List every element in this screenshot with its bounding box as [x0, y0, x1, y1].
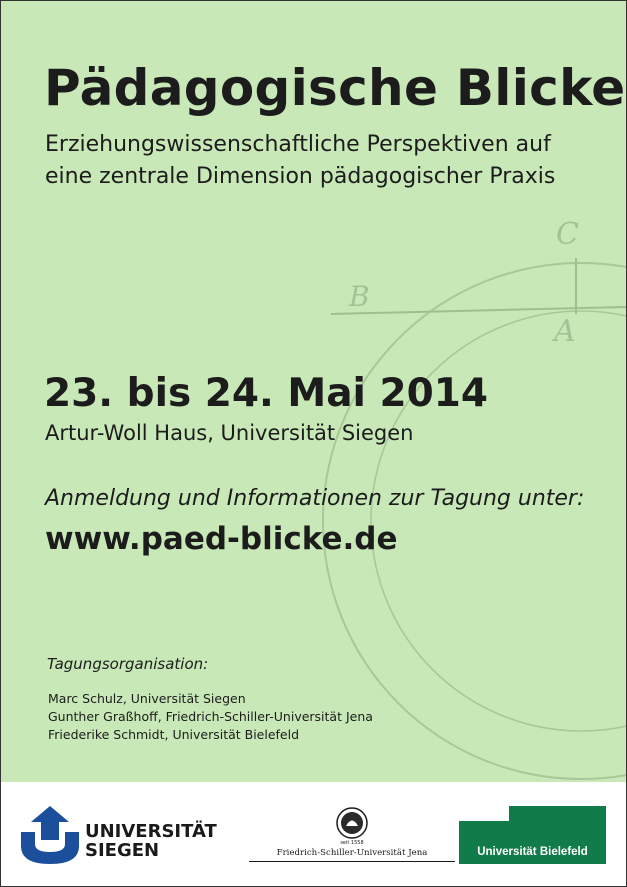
bielefeld-notch: [459, 806, 509, 821]
organisation-heading: Tagungsorganisation:: [47, 655, 209, 673]
event-dates: 23. bis 24. Mai 2014: [44, 371, 489, 416]
event-url[interactable]: www.paed-blicke.de: [45, 521, 398, 557]
label-a: A: [554, 314, 576, 349]
bielefeld-logo: [459, 806, 606, 864]
label-c: C: [556, 217, 579, 252]
registration-note: Anmeldung und Informationen zur Tagung unter:: [45, 486, 585, 511]
subtitle-line-2: eine zentrale Dimension pädagogischer Praxis: [45, 164, 556, 189]
jena-seal-icon: [335, 806, 369, 846]
jena-wordmark: Friedrich-Schiller-Universität Jena: [276, 848, 428, 858]
jena-logo: [249, 804, 455, 874]
siegen-wordmark: UNIVERSITÄT SIEGEN: [85, 821, 217, 861]
event-venue: Artur-Woll Haus, Universität Siegen: [45, 421, 414, 445]
poster-body: [1, 1, 626, 782]
organiser-item: Gunther Graßhoff, Friedrich-Schiller-Universität Jena: [48, 709, 373, 724]
bielefeld-wordmark: Universität Bielefeld: [477, 846, 588, 858]
siegen-logo: [21, 806, 231, 866]
poster-title: Pädagogische Blicke: [44, 59, 626, 117]
jena-rule: [249, 861, 455, 862]
organiser-item: Friederike Schmidt, Universität Bielefeld: [48, 727, 300, 742]
svg-text:seit 1558: seit 1558: [340, 840, 364, 846]
siegen-mark-icon: [21, 806, 79, 864]
label-b: B: [349, 280, 370, 313]
subtitle-line-1: Erziehungswissenschaftliche Perspektiven auf: [45, 132, 551, 157]
organiser-item: Marc Schulz, Universität Siegen: [48, 691, 246, 706]
logo-footer: [1, 782, 626, 886]
